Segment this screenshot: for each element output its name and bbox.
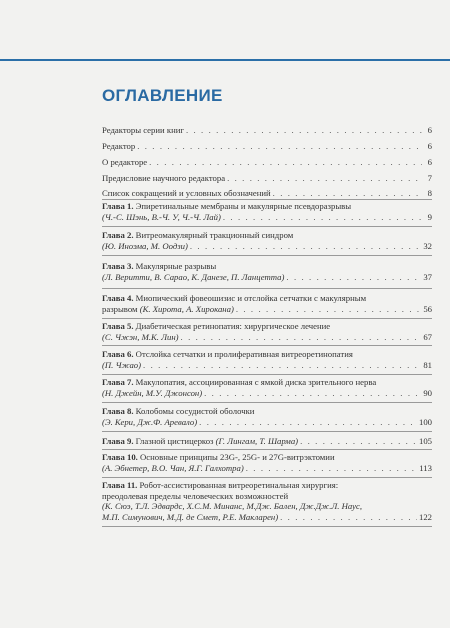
entry-title: О редакторе — [102, 157, 148, 167]
chapter-authors: (А. Эбнетер, В.О. Чан, Я.Г. Галхотра) — [102, 462, 244, 473]
chapter-label: Глава 1. — [102, 201, 134, 211]
leader-dots — [273, 188, 422, 199]
entry-page: 6 — [427, 157, 432, 167]
entry-page: 67 — [423, 331, 432, 342]
toc-entry-chapter[interactable] — [102, 261, 432, 282]
chapter-authors: (Г. Лингам, Т. Шарма) — [215, 436, 299, 446]
entry-page: 9 — [427, 211, 432, 222]
chapter-authors: (Н. Джейн, М.У. Джонсон) — [102, 387, 203, 398]
divider — [102, 526, 432, 527]
entry-title: Редактор — [102, 141, 136, 151]
toc-entry-chapter[interactable] — [102, 406, 432, 427]
divider — [102, 255, 432, 256]
leader-dots — [181, 332, 422, 343]
divider — [102, 477, 432, 478]
chapter-title: Робот-ассистированная витреоретинальная хирургия: — [139, 480, 339, 490]
chapter-title: Миопический фовеошизис и отслойка сетчатки с макулярным — [135, 293, 367, 303]
toc-entry-chapter[interactable] — [102, 293, 432, 314]
chapter-title: Макулопатия, ассоциированная с ямкой диска зрительного нерва — [135, 377, 377, 387]
leader-dots — [300, 436, 417, 447]
entry-title: Редакторы серии книг — [102, 125, 184, 135]
divider — [102, 402, 432, 403]
toc-entry-chapter[interactable] — [102, 452, 432, 473]
toc-entry-front[interactable] — [102, 173, 432, 184]
leader-dots — [149, 157, 422, 168]
entry-title: Предисловие научного редактора — [102, 173, 226, 183]
leader-dots — [223, 212, 422, 223]
toc-entry-front[interactable] — [102, 157, 432, 168]
chapter-title: Диабетическая ретинопатия: хирургическое лечение — [135, 321, 331, 331]
chapter-label: Глава 5. — [102, 321, 134, 331]
divider — [102, 374, 432, 375]
chapter-title-cont: разрывом — [102, 303, 138, 314]
entry-page: 122 — [418, 511, 432, 522]
divider — [102, 226, 432, 227]
chapter-authors: (П. Чжао) — [102, 359, 142, 370]
chapter-label: Глава 2. — [102, 230, 134, 240]
leader-dots — [246, 463, 418, 474]
toc-entry-chapter[interactable] — [102, 377, 432, 398]
chapter-title: Основные принципы 23G-, 25G- и 27G-витрэктомии — [140, 452, 335, 462]
toc-entry-chapter[interactable] — [102, 480, 432, 522]
entry-page: 7 — [427, 173, 432, 183]
leader-dots — [143, 360, 421, 371]
toc-entry-front[interactable] — [102, 188, 432, 199]
chapter-authors: (Э. Кери, Дж.Ф. Аревало) — [102, 416, 198, 427]
chapter-authors: (К. Сюэ, Т.Л. Эдвардс, Х.С.М. Минанс, М.Дж. Бален, Дж.Дж.Л. Наус, — [102, 501, 363, 512]
chapter-label: Глава 8. — [102, 406, 134, 416]
chapter-title: Колобомы сосудистой оболочки — [135, 406, 255, 416]
chapter-title: Витреомакулярный тракционный синдром — [135, 230, 294, 240]
chapter-label: Глава 4. — [102, 293, 134, 303]
entry-page: 37 — [423, 271, 432, 282]
chapter-label: Глава 6. — [102, 349, 134, 359]
entry-page: 6 — [427, 125, 432, 135]
chapter-title: Глазной цистицеркоз — [135, 436, 214, 446]
divider — [102, 345, 432, 346]
chapter-label: Глава 7. — [102, 377, 134, 387]
leader-dots — [204, 388, 421, 399]
chapter-title: Отслойка сетчатки и пролиферативная витреоретинопатия — [135, 349, 353, 359]
leader-dots — [236, 304, 421, 315]
leader-dots — [199, 417, 417, 428]
toc-entry-chapter[interactable] — [102, 321, 432, 342]
chapter-title-cont: преодолевая пределы человеческих возможностей — [102, 490, 289, 501]
entry-page: 6 — [427, 141, 432, 151]
entry-page: 113 — [419, 462, 432, 473]
entry-title: Список сокращений и условных обозначений — [102, 188, 271, 198]
leader-dots — [137, 141, 422, 152]
leader-dots — [227, 173, 422, 184]
entry-page: 8 — [427, 188, 432, 198]
leader-dots — [190, 241, 421, 252]
leader-dots — [186, 125, 422, 136]
chapter-authors: (Ю. Иноэма, М. Оодзи) — [102, 240, 188, 251]
toc-entry-chapter[interactable] — [102, 436, 432, 447]
chapter-authors-cont: М.П. Симунович, М.Д. де Смет, Р.Е. Макларен) — [102, 511, 279, 522]
chapter-title: Эпиретинальные мембраны и макулярные псевдоразрывы — [135, 201, 352, 211]
divider — [102, 288, 432, 289]
entry-page: 105 — [418, 436, 432, 446]
divider — [102, 199, 432, 200]
toc-entry-front[interactable] — [102, 141, 432, 152]
entry-page: 90 — [423, 387, 432, 398]
chapter-title: Макулярные разрывы — [135, 261, 217, 271]
toc-entry-chapter[interactable] — [102, 201, 432, 222]
toc-entry-chapter[interactable] — [102, 349, 432, 370]
chapter-authors: (К. Хирота, А. Хирокана) — [139, 303, 234, 314]
chapter-label: Глава 3. — [102, 261, 134, 271]
divider — [102, 449, 432, 450]
entry-page: 81 — [423, 359, 432, 370]
divider — [102, 431, 432, 432]
chapter-authors: (С. Чжэн, М.К. Лин) — [102, 331, 179, 342]
toc-entry-front[interactable] — [102, 125, 432, 136]
toc-title: ОГЛАВЛЕНИЕ — [102, 86, 223, 105]
chapter-label: Глава 10. — [102, 452, 138, 462]
chapter-label: Глава 11. — [102, 480, 138, 490]
entry-page: 32 — [423, 240, 432, 251]
entry-page: 56 — [423, 303, 432, 314]
toc-entry-chapter[interactable] — [102, 230, 432, 251]
chapter-authors: (Ч.-С. Шэнь, В.-Ч. У, Ч.-Ч. Лай) — [102, 211, 221, 222]
entry-page: 100 — [418, 416, 432, 427]
leader-dots — [280, 512, 417, 523]
chapter-authors: (Л. Веритти, В. Сарао, К. Данезе, П. Ланцетта) — [102, 271, 285, 282]
header-rule — [0, 59, 450, 61]
leader-dots — [286, 272, 421, 283]
chapter-label: Глава 9. — [102, 436, 134, 446]
divider — [102, 318, 432, 319]
